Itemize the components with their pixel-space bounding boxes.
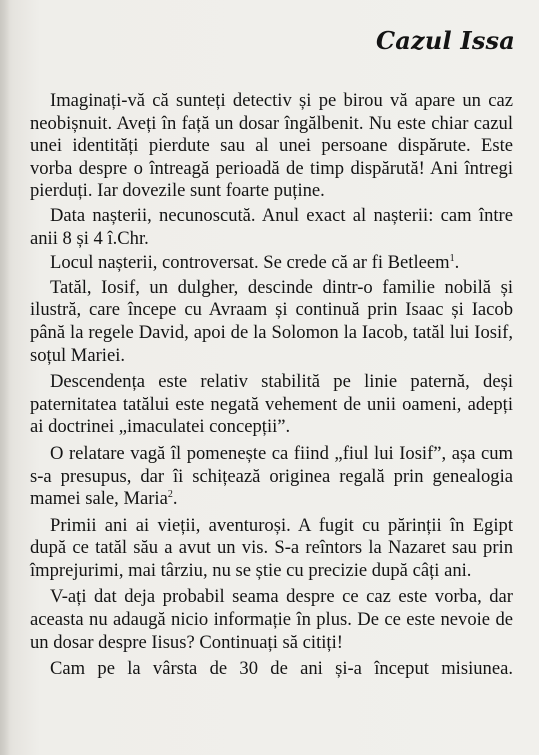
paragraph: Imaginați-vă că sunteți detectiv și pe birou vă apare un caz neobișnuit. Aveți în față un dosar îngălbenit. Nu este chiar cazul unei identități pierdute sau al unei persoane dispărute. Este vorba despre o întreagă perioadă de timp dispărută! Ani întregi pierduți. Iar dovezile sunt foarte puține. — [30, 90, 513, 202]
paragraph: Cam pe la vârsta de 30 de ani și-a început misiunea. — [50, 658, 513, 680]
paragraph: O relatare vagă îl pomenește ca fiind „fiul lui Iosif”, așa cum s-a presupus, dar îi schițează originea regală prin genealogia mamei sale, Maria$^2$. — [30, 442, 513, 510]
paragraph: V-ați dat deja probabil seama despre ce caz este vorba, dar aceasta nu adaugă nicio informație în plus. De ce este nevoie de un dosar despre Iisus? Continuați să citiți! — [30, 586, 513, 653]
chapter-title: Cazul Issa — [375, 26, 515, 55]
paragraph: Locul nașterii, controversat. Se crede că ar fi Betleem$^1$. — [50, 252, 460, 274]
paragraph: Primii ani ai vieții, aventuroși. A fugit cu părinții în Egipt după ce tatăl său a avut un vis. S-a reîntors la Nazaret sau prin împrejurimi, mai târziu, nu se știe cu precizie după câți ani. — [30, 514, 513, 581]
paragraph: Data nașterii, necunoscută. Anul exact al nașterii: cam între anii 8 și 4 î.Chr. — [30, 204, 513, 249]
paragraph: Tatăl, Iosif, un dulgher, descinde dintr-o familie nobilă și ilustră, care începe cu Avraam și continuă prin Isaac și Iacob până la regele David, apoi de la Solomon la Iacob, tatăl lui Iosif, soțul Mariei. — [30, 276, 513, 366]
page-binding-shadow — [0, 0, 10, 755]
footnote-marker: 1 — [449, 252, 455, 264]
paragraph: Descendența este relativ stabilită pe linie paternă, deși paternitatea tatălui este negată vehement de unii oameni, adepți ai doctrinei „imaculatei concepții”. — [30, 371, 513, 438]
footnote-marker: 2 — [167, 488, 173, 500]
body-text — [30, 90, 513, 681]
